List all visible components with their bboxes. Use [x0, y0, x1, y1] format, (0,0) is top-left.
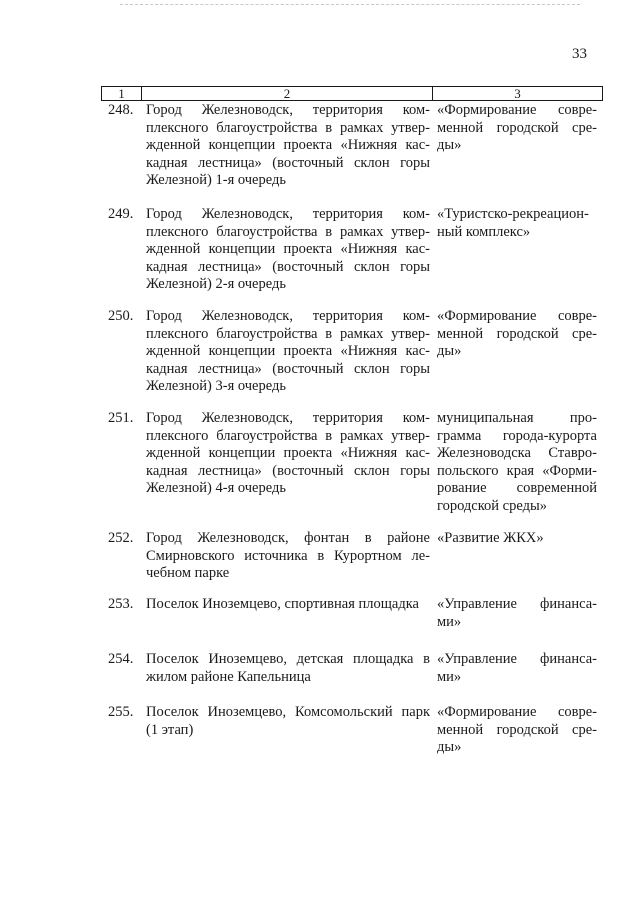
program-line: менной городской сре- [437, 325, 597, 342]
description-line: жденной концепции проекта «Нижняя кас- [146, 241, 430, 258]
description-line: Город Железноводск, территория ком- [146, 206, 430, 222]
program-line: «Туристско-рекреацион- [437, 206, 589, 222]
row-number: 250. [108, 308, 134, 324]
description-line: жденной концепции проекта «Нижняя кас- [146, 343, 430, 360]
row-object-description [146, 308, 430, 396]
header-col-2: 2 [142, 87, 433, 100]
description-line: плексного благоустройства в рамках утвер- [146, 325, 430, 342]
row-program-name [437, 410, 597, 516]
row-number: 249. [108, 206, 134, 222]
row-number: 255. [108, 704, 134, 720]
program-line: грамма города-курорта [437, 427, 597, 444]
header-col-1: 1 [102, 87, 142, 100]
program-line: городской среды» [437, 497, 547, 514]
page-number: 33 [572, 46, 587, 62]
row-program-name [437, 308, 597, 361]
description-line: плексного благоустройства в рамках утвер- [146, 223, 430, 240]
row-number: 248. [108, 102, 134, 118]
description-line: (1 этап) [146, 721, 194, 738]
description-line: Поселок Иноземцево, Комсомольский парк [146, 704, 430, 720]
program-line: «Формирование совре- [437, 102, 597, 118]
row-program-name [437, 102, 597, 155]
program-line: ды» [437, 343, 462, 360]
description-line: Железной) 2-я очередь [146, 276, 286, 293]
program-line: муниципальная про- [437, 410, 597, 426]
program-line: ды» [437, 137, 462, 154]
row-number: 251. [108, 410, 134, 426]
program-line: «Формирование совре- [437, 704, 597, 720]
row-object-description [146, 651, 430, 686]
description-line: плексного благоустройства в рамках утвер- [146, 119, 430, 136]
program-line: «Формирование совре- [437, 308, 597, 324]
description-line: Железной) 4-я очередь [146, 480, 286, 497]
description-line: кадная лестница» (восточный склон горы [146, 154, 430, 171]
description-line: Железной) 1-я очередь [146, 172, 286, 189]
program-line: рование современной [437, 480, 597, 497]
description-line: чебном парке [146, 565, 230, 582]
description-line: Поселок Иноземцево, детская площадка в [146, 651, 430, 667]
row-program-name [437, 530, 597, 548]
row-object-description [146, 596, 430, 614]
program-line: Железноводска Ставро- [437, 445, 597, 462]
row-object-description [146, 410, 430, 498]
description-line: кадная лестница» (восточный склон горы [146, 462, 430, 479]
description-line: кадная лестница» (восточный склон горы [146, 360, 430, 377]
table-header [101, 86, 603, 101]
description-line: жденной концепции проекта «Нижняя кас- [146, 445, 430, 462]
description-line: кадная лестница» (восточный склон горы [146, 258, 430, 275]
row-object-description [146, 530, 430, 583]
row-program-name [437, 596, 597, 631]
program-line: ми» [437, 613, 462, 630]
description-line: плексного благоустройства в рамках утвер- [146, 427, 430, 444]
scan-artifact-marks [120, 4, 580, 7]
row-program-name [437, 206, 597, 241]
program-line: менной городской сре- [437, 119, 597, 136]
row-number: 252. [108, 530, 134, 546]
row-program-name [437, 704, 597, 757]
description-line: Поселок Иноземцево, спортивная площадка [146, 596, 419, 612]
program-line: «Развитие ЖКХ» [437, 530, 544, 546]
program-line: «Управление финанса- [437, 651, 597, 667]
program-line: менной городской сре- [437, 721, 597, 738]
header-col-3: 3 [514, 86, 521, 101]
row-number: 254. [108, 651, 134, 667]
description-line: жденной концепции проекта «Нижняя кас- [146, 137, 430, 154]
description-line: Город Железноводск, территория ком- [146, 410, 430, 426]
description-line: Город Железноводск, фонтан в районе [146, 530, 430, 546]
description-line: Город Железноводск, территория ком- [146, 102, 430, 118]
row-object-description [146, 102, 430, 190]
program-line: ды» [437, 739, 462, 756]
description-line: Смирновского источника в Курортном ле- [146, 547, 430, 564]
row-program-name [437, 651, 597, 686]
description-line: жилом районе Капельница [146, 668, 311, 685]
description-line: Город Железноводск, территория ком- [146, 308, 430, 324]
program-line: ный комплекс» [437, 223, 531, 240]
row-object-description [146, 206, 430, 294]
row-object-description [146, 704, 430, 739]
description-line: Железной) 3-я очередь [146, 378, 286, 395]
program-line: ми» [437, 668, 462, 685]
row-number: 253. [108, 596, 134, 612]
program-line: польского края «Форми- [437, 462, 597, 479]
program-line: «Управление финанса- [437, 596, 597, 612]
